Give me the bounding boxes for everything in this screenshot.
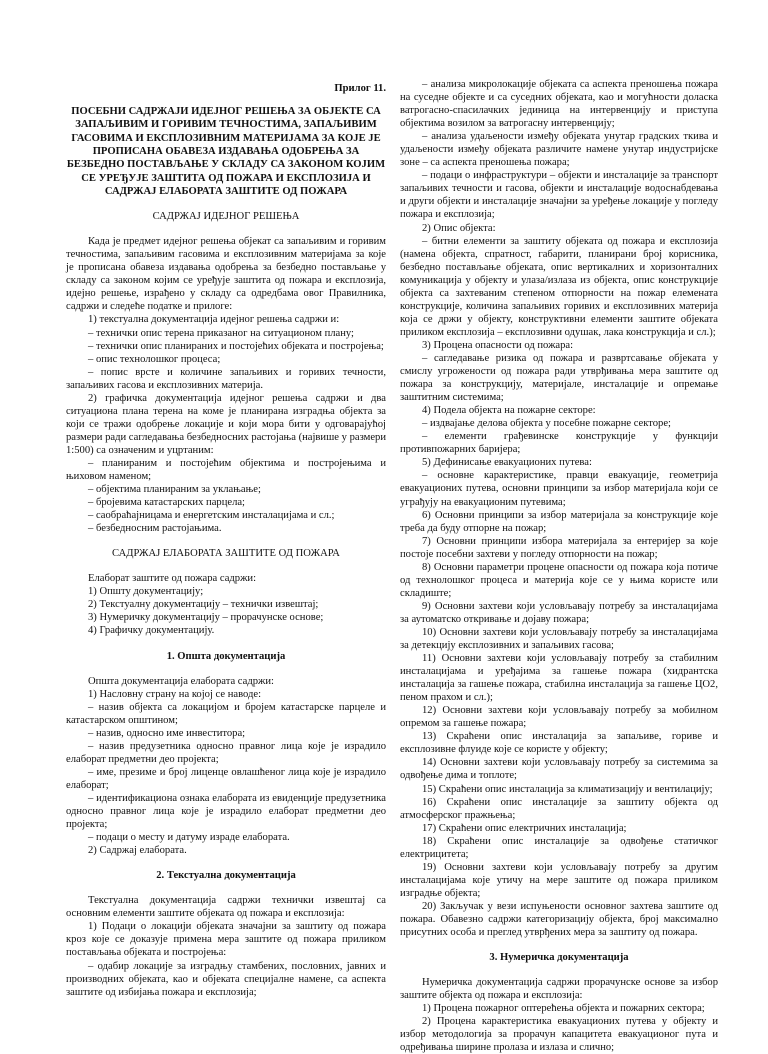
list-item: – попис врсте и количине запаљивих и горивих течности, запаљивих гасова и експлозивних материја.: [66, 366, 386, 391]
list-item: 1) Општу документацију;: [88, 586, 204, 598]
paragraph: Елаборат заштите од пожара садржи:: [88, 573, 257, 585]
list-item: – технички опис терена приказаног на ситуационом плану;: [88, 327, 354, 339]
list-item: – назив предузетника односно правног лица које је израдило елаборат предметни део пројекта;: [66, 740, 386, 765]
appendix-number: Прилог 11.: [334, 83, 386, 94]
list-item: – анализа микролокације објеката са аспекта преношења пожара на суседне објекте и са суседних објеката, као и могућности доласка ватрогасно-спасилачких јединица на интервенцију и приступа објектима возилом за ватрогасну интервенцију;: [400, 79, 718, 130]
list-item: 20) Закључак у вези испуњености основног захтева заштите од пожара. Обавезно садржи категоризацију објекта, број максимално присутних особа и преглед утврђених мера за заштиту од пожара.: [400, 900, 718, 939]
list-item: 17) Скраћени опис електричних инсталација;: [422, 822, 627, 834]
list-item: 19) Основни захтеви који условљавају потребу за другим инсталацијама које утичу на мере заштите од пожара приликом изградње објекта;: [400, 861, 718, 899]
list-item: 10) Основни захтеви који условљавају потребу за инсталацијама за детекцију експлозивних и запаљивих гасова;: [400, 626, 718, 652]
list-item: 6) Основни принципи за избор материјала за конструкције које треба да буду отпорне на пожар;: [400, 509, 718, 534]
list-item: – објектима планираним за уклањање;: [88, 484, 261, 496]
list-item: – технички опис планираних и постојећих објеката и постројења;: [88, 340, 384, 352]
list-item: – издвајање делова објекта у посебне пожарне секторе;: [422, 418, 671, 430]
list-item: – подаци о инфраструктури – објекти и инсталације за транспорт запаљивих течности и гасова, објекти и инсталације водоснабдевања и други објекти и инсталације значајни за уређење локације у погледу пожара и експлозија;: [400, 170, 718, 221]
paragraph: Када је предмет идејног решења објекат са запаљивим и горивим течностима, запаљивим гасовима и експлозивним материјама за које је прописана обавеза издавања одобрења за безбедно постављање у складу са законом којим се уређује заштита од пожара и експлозија, идејно решење, израђено у складу са одредбама овог Правилника, садржи и следеће податке и прилоге:: [66, 236, 386, 313]
section-heading-numericka: 3. Нумеричка документација: [489, 952, 629, 964]
document-title: ПОСЕБНИ САДРЖАЈИ ИДЕЈНОГ РЕШЕЊА ЗА ОБЈЕКТЕ СА ЗАПАЉИВИМ И ГОРИВИМ ТЕЧНОСТИМА, ЗАПАЉИВИМ ГАСОВИМА И ЕКСПЛОЗИВНИМ МАТЕРИЈАМА ЗА КОЈЕ ЈЕ ПРОПИСАНА ОБАВЕЗА ИЗДАВАЊА ОДОБРЕЊА ЗА БЕЗБЕДНО ПОСТАВЉАЊЕ У СКЛАДУ СА ЗАКОНОМ КОЈИМ СЕ УРЕЂУЈЕ ЗАШТИТА ОД ПОЖАРА И ЕКСПЛОЗИЈА И САДРЖАЈ ЕЛАБОРАТА ЗАШТИТЕ ОД ПОЖАРА: [66, 106, 386, 197]
list-item: 3) Нумеричку документацију – прорачунске основе;: [88, 612, 324, 624]
section-heading-opsta: 1. Општа документација: [166, 650, 286, 662]
list-item: – име, презиме и број лиценце овлашћеног лица које је израдило елаборат;: [66, 766, 386, 791]
list-item: – планираним и постојећим објектима и постројењима и њиховом наменом;: [66, 457, 386, 483]
paragraph: 1) текстуална документација идејног решења садржи и:: [88, 314, 340, 326]
list-item: 16) Скраћени опис инсталације за заштиту објекта од атмосферског пражњења;: [400, 796, 718, 821]
list-item: 7) Основни принципи избора материјала за ентеријер за које постоје посебни захтеви у погледу отпорности на пожар;: [400, 535, 718, 560]
list-item: 3) Процена опасности од пожара:: [422, 339, 574, 351]
list-item: – елементи грађевинске конструкције у функцији противпожарних баријера;: [400, 431, 718, 456]
list-item: 1) Подаци о локацији објеката значајни за заштиту од пожара кроз које се доказује примена мера заштите од пожара приликом постављања објеката и постројења:: [66, 921, 386, 959]
list-item: – подаци о месту и датуму израде елабората.: [88, 832, 290, 844]
list-item: – назив, односно име инвеститора;: [88, 727, 246, 739]
list-item: – сагледавање ризика од пожара и развртсавање објеката у смислу угрожености од пожара ради утврђивања мера заштите од пожара за конструкцију, материјале, инсталације и опремање заштитним системима;: [400, 352, 718, 404]
list-item: 1) Процена пожарног оптерећења објекта и пожарних сектора;: [422, 1003, 705, 1015]
list-item: 2) Процена карактеристика евакуационих путева у објекту и избор методологија за прорачун капацитета евакуационог пута и одређивања ширине пролаза и излаза и слично;: [400, 1016, 718, 1054]
list-item: 11) Основни захтеви који условљавају потребу за стабилним инсталацијама и уређајима за гашење пожара (хидрантска инсталација за гашење пожара, стабилна инсталација за гашење ЦО2, пеном прахом и сл.);: [400, 653, 718, 704]
left-column: [66, 82, 386, 999]
list-item: – бројевима катастарских парцела;: [88, 497, 245, 509]
list-item: – битни елементи за заштиту објеката од пожара и експлозија (намена објекта, спратност, габарити, планирани број корисника, безбедно постављање објеката, опис вертикалних и хоризонталних комуникација у објекту и улаза/излаза из објекта, опис конструкције објекта са захтеваним степеном отпорности на пожар елемената конструкције, количина запаљивих горивих и експлозивних материја која се држи у објекту, конструктивни елементи заштите објеката приликом експлозија – експлозивни одушак, лака конструкција и сл.);: [400, 235, 718, 338]
list-item: 15) Скраћени опис инсталација за климатизацију и вентилацију;: [422, 783, 713, 795]
list-item: – основне карактеристике, правци евакуације, геометрија евакуационих путева, основни принципи за избор материјала који се уграђују на евакуационим путевима;: [400, 470, 718, 508]
list-item: 9) Основни захтеви који условљавају потребу за инсталацијама за аутоматско откривање и дојаву пожара;: [400, 600, 718, 625]
right-column: [400, 78, 718, 1054]
list-item: – саобраћајницама и енергетским инсталацијама и сл.;: [88, 510, 335, 522]
list-item: – анализа удаљености између објеката унутар градских ткива и удаљености између објеката различите намене унутар индустријске зоне – са аспекта преношења пожара;: [400, 131, 718, 169]
list-item: 13) Скраћени опис инсталација за запаљиве, горивe и експлозивне флуиде које се користе у објекту;: [400, 731, 718, 756]
list-item: – идентификациона ознака елабората из евиденције предузетника односно правног лица које је израдило елаборат предметни део пројекта;: [66, 793, 386, 831]
list-item: 2) Садржај елабората.: [88, 845, 187, 857]
list-item: – назив објекта са локацијом и бројем катастарске парцеле и катастарском општином;: [66, 701, 386, 726]
paragraph: Општа документација елабората садржи:: [88, 675, 274, 687]
list-item: 2) Текстуалну документацију – технички извештај;: [88, 599, 319, 611]
list-item: 2) Опис објекта:: [422, 222, 496, 234]
list-item: – одабир локације за изградњу стамбених, пословних, јавних и производних објеката, као и објеката специјалне намене, са аспекта заштите од избијања пожара и експлозија;: [66, 960, 386, 998]
list-item: 4) Графичку документацију.: [88, 625, 215, 637]
paragraph: 2) графичка документација идејног решења садржи и два ситуациона плана терена на коме је планирана изградња објекта за који се тражи одобрење локације и који мора бити у одговарајућој размери ради сагледавања безбедносних растојања (највише у размери 1:500) са означеним и уцртаним:: [66, 392, 386, 456]
list-item: 1) Насловну страну на којој се наводе:: [88, 688, 262, 700]
paragraph: Текстуална документација садржи технички извештај са основним елементи заштите објеката од пожара и експлозија:: [66, 895, 386, 920]
list-item: 8) Основни параметри процене опасности од пожара која потиче од технолошког процеса и материја које се у њима користе или складиште;: [400, 561, 718, 599]
list-item: 12) Основни захтеви који условљавају потребу за мобилном опремом за гашење пожара;: [400, 705, 718, 730]
list-item: 14) Основни захтеви који условљавају потребу за системима за одвођење дима и топлоте;: [400, 757, 718, 782]
section-heading-elaborat: САДРЖАЈ ЕЛАБОРАТА ЗАШТИТЕ ОД ПОЖАРА: [112, 548, 340, 560]
list-item: – безбедносним растојањима.: [88, 523, 222, 535]
list-item: 18) Скраћени опис инсталације за одвођење статичког електрицитета;: [400, 835, 718, 860]
paragraph: Нумеричка документација садржи прорачунске основе за избор заштите објекта од пожара и експлозија:: [400, 977, 718, 1002]
section-heading-tekstualna: 2. Текстуална документација: [156, 870, 296, 882]
list-item: – опис технолошког процеса;: [88, 353, 221, 365]
section-heading-ideja: САДРЖАЈ ИДЕЈНОГ РЕШЕЊА: [152, 211, 300, 223]
list-item: 5) Дефинисање евакуационих путева:: [422, 457, 592, 469]
list-item: 4) Подела објекта на пожарне секторе:: [422, 405, 596, 417]
